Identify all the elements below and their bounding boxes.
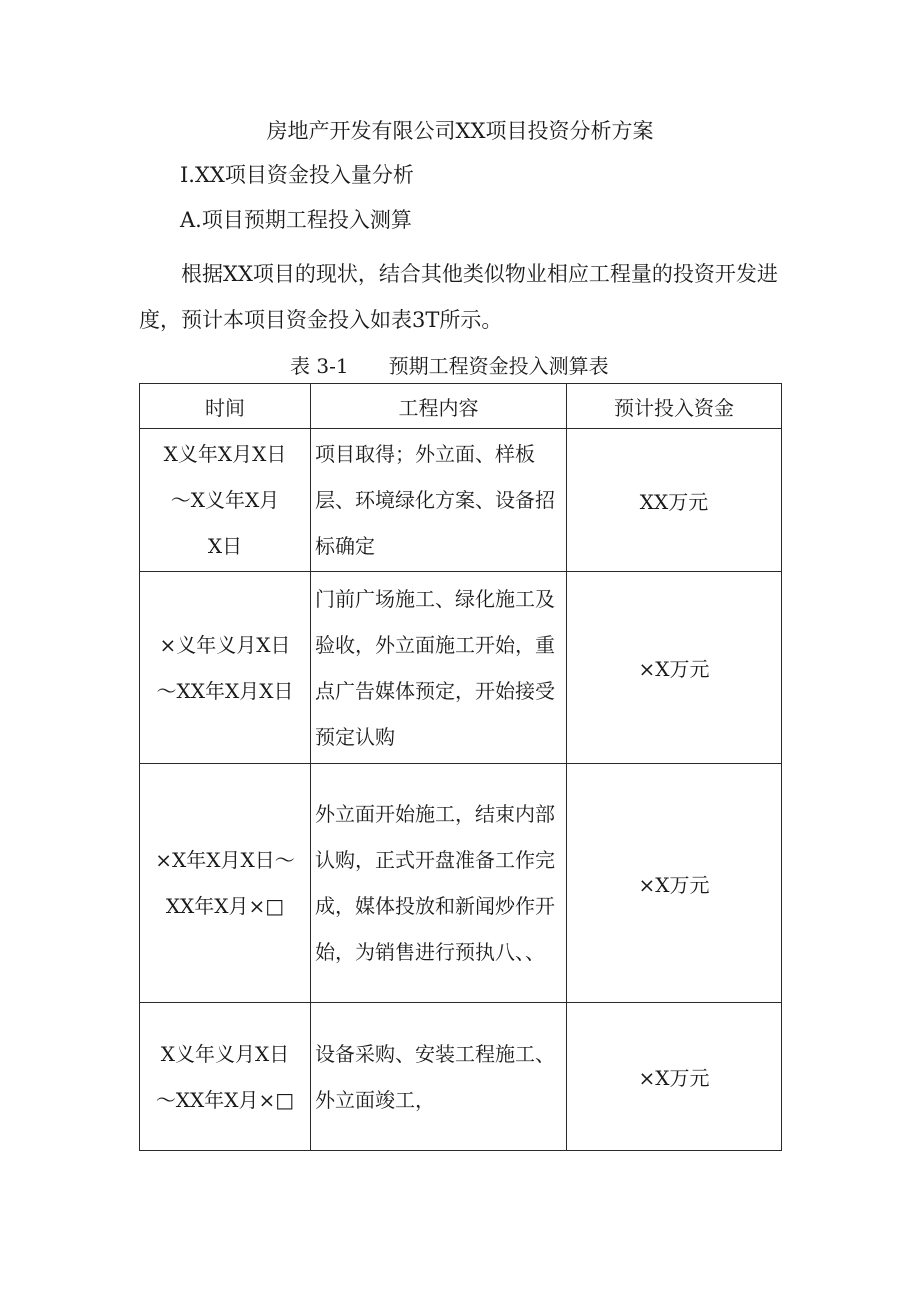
- time-line: X义年义月X日: [160, 1041, 290, 1066]
- time-line: ～XX年X月X日: [156, 678, 294, 703]
- content-cell: 设备采购、安装工程施工、外立面竣工，: [311, 1003, 567, 1151]
- time-line: ×义年义月X日: [159, 632, 291, 657]
- content-cell: 门前广场施工、绿化施工及验收，外立面施工开始，重点广告媒体预定，开始接受预定认购: [311, 572, 567, 764]
- header-amount: 预计投入资金: [567, 384, 782, 429]
- document-title: 房地产开发有限公司XX项目投资分析方案: [266, 119, 654, 143]
- time-line: X日: [207, 534, 243, 558]
- header-time: 时间: [140, 384, 311, 429]
- section-heading: I.XX项目资金投入量分析: [180, 163, 414, 187]
- time-line: ～XX年X月×□: [155, 1087, 295, 1112]
- time-line: X义年X月X日: [163, 442, 287, 466]
- table-caption: [290, 352, 609, 380]
- time-line: XX年X月×□: [165, 894, 285, 918]
- table-caption-number: 表 3-1: [290, 354, 349, 378]
- body-paragraph: 根据XX项目的现状，结合其他类似物业相应工程量的投资开发进度，预计本项目资金投入如表3T所示。: [139, 262, 778, 332]
- subsection-heading: A.项目预期工程投入测算: [180, 208, 412, 232]
- investment-table: [139, 383, 782, 1151]
- time-cell: [140, 572, 311, 764]
- table-row: [140, 572, 782, 764]
- time-cell: [140, 429, 311, 572]
- content-cell: 外立面开始施工，结束内部认购，正式开盘准备工作完成，媒体投放和新闻炒作开始，为销售进行预执八、、: [311, 764, 567, 1003]
- time-line: ～X义年X月: [170, 488, 280, 512]
- amount-cell: XX万元: [567, 429, 782, 572]
- table-caption-title: 预期工程资金投入测算表: [388, 354, 609, 378]
- table-header-row: [140, 384, 782, 429]
- header-content: 工程内容: [311, 384, 567, 429]
- time-cell: [140, 1003, 311, 1151]
- amount-cell: ×X万元: [567, 764, 782, 1003]
- table-row: [140, 1003, 782, 1151]
- amount-cell: ×X万元: [567, 572, 782, 764]
- table-row: [140, 429, 782, 572]
- table-row: [140, 764, 782, 1003]
- amount-cell: ×X万元: [567, 1003, 782, 1151]
- time-cell: [140, 764, 311, 1003]
- content-cell: 项目取得；外立面、样板层、环境绿化方案、设备招标确定: [311, 429, 567, 572]
- time-line: ×X年X月X日～: [155, 848, 295, 872]
